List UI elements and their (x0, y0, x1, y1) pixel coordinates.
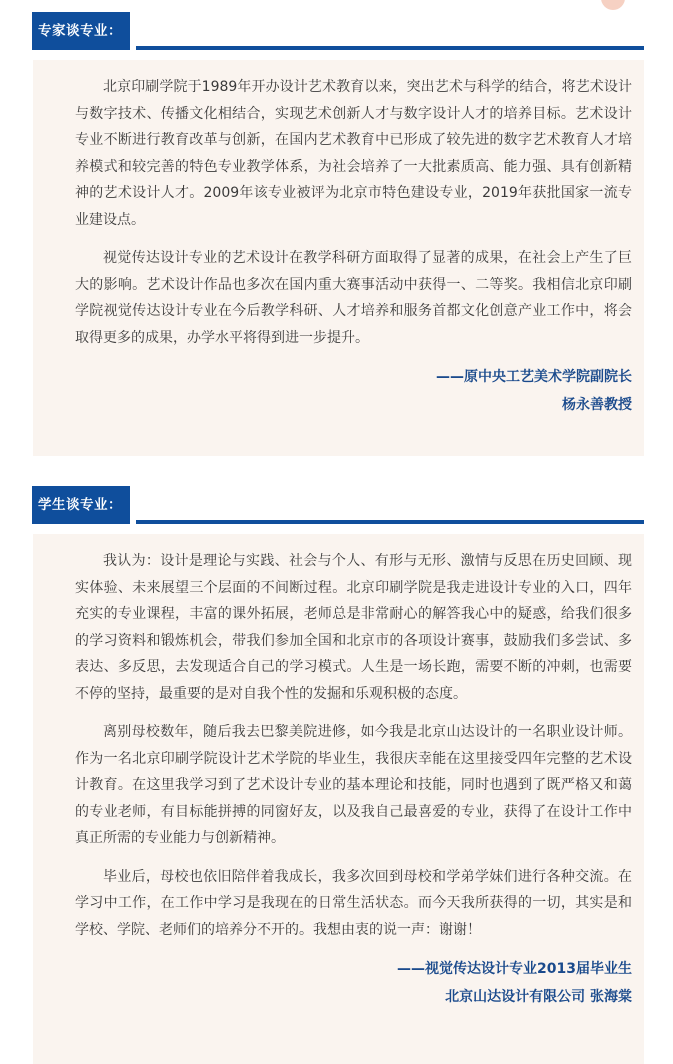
header-divider (136, 46, 644, 50)
expert-paragraph-2: 视觉传达设计专业的艺术设计在教学科研方面取得了显著的成果，在社会上产生了巨大的影响。艺术设计作品也多次在国内重大赛事活动中获得一、二等奖。我相信北京印刷学院视觉传达设计专业在今后教学科研、人才培养和服务首都文化创意产业工作中，将会取得更多的成果，办学水平将得到进一步提升。 (75, 250, 632, 346)
expert-signature-name: 杨永善教授 (562, 397, 632, 413)
student-quote-card (33, 534, 644, 1064)
student-signature-title: ——视觉传达设计专业2013届毕业生 (397, 961, 632, 977)
expert-paragraph-1: 北京印刷学院于1989年开办设计艺术教育以来，突出艺术与科学的结合，将艺术设计与数字技术、传播文化相结合，实现艺术创新人才与数字设计人才的培养目标。艺术设计专业不断进行教育改革与创新，在国内艺术教育中已形成了较先进的数字艺术教育人才培养模式和较完善的特色专业教学体系，为社会培养了一大批素质高、能力强、具有创新精神的艺术设计人才。2009年该专业被评为北京市特色建设专业，2019年获批国家一流专业建设点。 (75, 79, 632, 228)
expert-section-header (32, 12, 644, 50)
student-paragraph-1: 我认为：设计是理论与实践、社会与个人、有形与无形、激情与反思在历史回顾、现实体验、未来展望三个层面的不间断过程。北京印刷学院是我走进设计专业的入口，四年充实的专业课程，丰富的课外拓展，老师总是非常耐心的解答我心中的疑惑，给我们很多的学习资料和锻炼机会，带我们参加全国和北京市的各项设计赛事，鼓励我们多尝试、多表达、多反思，去发现适合自己的学习模式。人生是一场长跑，需要不断的冲刺，也需要不停的坚持，最重要的是对自我个性的发掘和乐观积极的态度。 (75, 553, 632, 702)
expert-heading: 专家谈专业： (32, 12, 130, 50)
student-paragraph-3: 毕业后，母校也依旧陪伴着我成长，我多次回到母校和学弟学妹们进行各种交流。在学习中工作，在工作中学习是我现在的日常生活状态。而今天我所获得的一切，其实是和学校、学院、老师们的培养分不开的。我想由衷的说一声：谢谢！ (75, 868, 632, 938)
decorative-circle (601, 0, 625, 10)
student-paragraph-2: 离别母校数年，随后我去巴黎美院进修，如今我是北京山达设计的一名职业设计师。作为一名北京印刷学院设计艺术学院的毕业生，我很庆幸能在这里接受四年完整的艺术设计教育。在这里我学习到了艺术设计专业的基本理论和技能，同时也遇到了既严格又和蔼的专业老师，有目标能拼搏的同窗好友，以及我自己最喜爱的专业，获得了在设计工作中真正所需的专业能力与创新精神。 (75, 724, 632, 846)
student-heading: 学生谈专业： (32, 486, 130, 524)
student-signature-name: 北京山达设计有限公司 张海棠 (445, 989, 632, 1005)
student-section-header (32, 486, 644, 524)
expert-quote-card (33, 60, 644, 456)
header-divider (136, 520, 644, 524)
expert-signature-title: ——原中央工艺美术学院副院长 (436, 369, 632, 385)
